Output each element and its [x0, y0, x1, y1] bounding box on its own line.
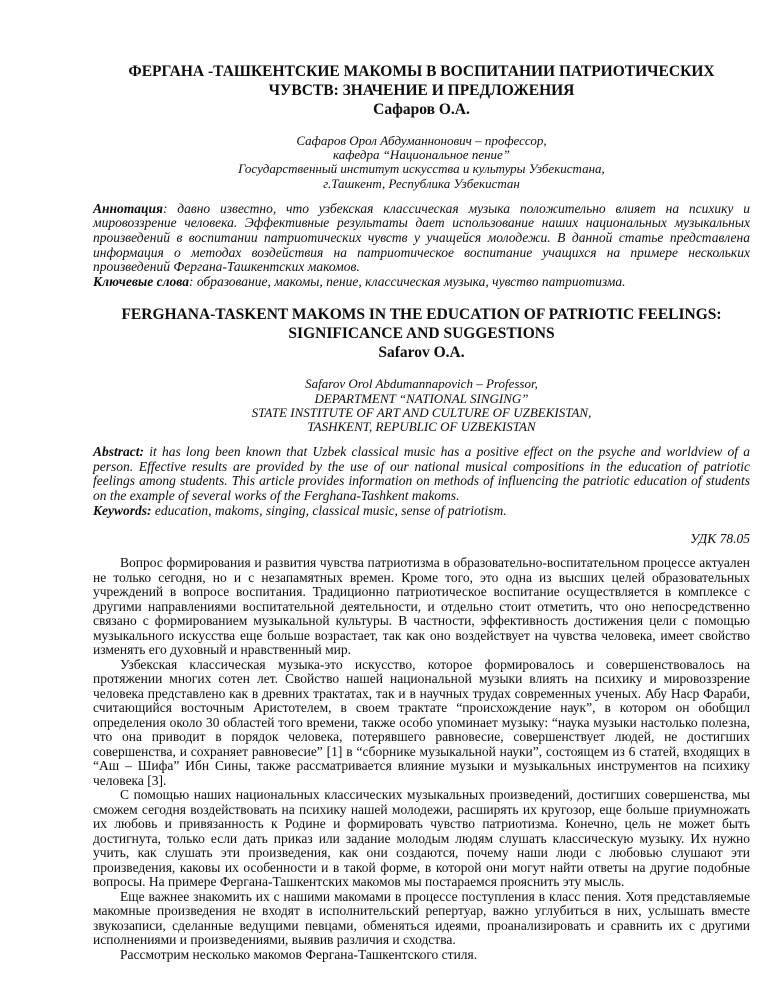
english-abstract [93, 445, 750, 503]
russian-keywords-text: : образование, макомы, пение, классическая музыка, чувство патриотизма. [188, 273, 626, 289]
body-paragraph: Вопрос формирования и развития чувства патриотизма в образовательно-воспитательном процессе актуален не только сегодня, но и с незапамятных времен. Кроме того, это одна из высших целей образовательных учреждений в вопросе воспитания. Традиционно патриотическое воспитание осуществляется в комплексе с другими направлениями воспитательной деятельности, и отдельно стоит отметить, что оно непосредственно связано с формированием музыкальной культуры. В частности, эффективность достижения цели с помощью музыкального искусства еще больше возрастает, так как оно воздействует на чувства человека, имеет свойство изменять его духовный и нравственный мир. [93, 555, 750, 658]
russian-abstract [93, 202, 750, 275]
body-paragraph: Рассмотрим несколько макомов Фергана-Ташкентского стиля. [120, 946, 478, 962]
russian-keywords-label: Ключевые слова [93, 273, 189, 289]
russian-title: ФЕРГАНА -ТАШКЕНТСКИЕ МАКОМЫ В ВОСПИТАНИИ ПАТРИОТИЧЕСКИХ ЧУВСТВ: ЗНАЧЕНИЕ И ПРЕДЛОЖЕНИЯ [128, 63, 715, 99]
english-abstract-text: it has long been known that Uzbek classical music has a positive effect on the psyche and worldview of a person. Effective results are provided by the use of our national musical compositions in the education of patriotic feelings among students. This article provides information on methods of influencing the patriotic education of students on the example of several works of the Ferghana-Tashkent makoms. [93, 444, 750, 503]
russian-affiliation-line: Сафаров Орол Абдуманнонович – профессор, [296, 133, 547, 148]
english-author: Safarov O.A. [378, 344, 465, 362]
english-affiliation [93, 377, 750, 434]
russian-affiliation [93, 134, 750, 191]
english-affiliation-line: STATE INSTITUTE OF ART AND CULTURE OF UZBEKISTAN, [251, 404, 592, 420]
english-keywords [93, 504, 750, 519]
english-affiliation-line: Safarov Orol Abdumannapovich – Professor, [305, 376, 538, 392]
russian-affiliation-line: г.Ташкент, Республика Узбекистан [323, 175, 520, 191]
udk-code: УДК 78.05 [690, 531, 750, 547]
body-paragraph: Еще важнее знакомить их с нашими макомами в процессе поступления в класс пения. Хотя представляемые макомные произведения не входят в исполнительский репертуар, важно углубиться в них, услышать вместе звукозаписи, сделанные ведущими певцами, обменяться идеями, проанализировать и сравнить их с другими исполнениями и произведениями, выявив различия и сходства. [93, 888, 750, 948]
russian-abstract-text: : давно известно, что узбекская классическая музыка положительно влияет на психику и мировоззрение человека. Эффективные результаты дает использование наших национальных музыкальных произведений в воспитании патриотических чувств у учащейся молодежи. В данной статье представлена информация о методах воздействия на патриотическое воспитание учащихся на примере нескольких произведений Фергана-Ташкентских макомов. [93, 200, 750, 275]
english-abstract-label: Abstract: [93, 444, 145, 460]
english-title: FERGHANA-TASKENT MAKOMS IN THE EDUCATION OF PATRIOTIC FEELINGS: SIGNIFICANCE AND SUGGESTIONS [121, 306, 722, 343]
body-paragraph: Узбекская классическая музыка-это искусство, которое формировалось и совершенствовалось на протяжении многих сотен лет. Свойство нашей национальной музыки влиять на психику и мировоззрение человека представлено как в древних трактатах, так и в научных трудах современных ученых. Абу Наср Фараби, считающийся восточным Аристотелем, в своем трактате “происхождение наук”, в котором он обобщил определения около 30 областей того времени, также особо упоминает музыку: “наука музыки настолько полезна, что она приводит в порядок человека, потерявшего равновесие, совершенствует людей, не достигших совершенства, и сохраняет равновесие” [1] в “сборнике музыкальной науки”, состоящем из 6 статей, входящих в “Аш – Шифа” Ибн Сины, также рассматривается влияние музыки и музыкальных инструментов на психику человека [3]. [93, 656, 750, 788]
english-keywords-text: education, makoms, singing, classical music, sense of patriotism. [151, 502, 507, 518]
russian-keywords [93, 275, 750, 290]
article-body [93, 556, 750, 962]
body-paragraph: С помощью наших национальных классических музыкальных произведений, достигших совершенства, мы сможем сегодня воздействовать на психику нашей молодежи, расширять их кругозор, еще больше приумножать их любовь и привязанность к Родине и формировать чувство патриотизма. Конечно, цель не может быть достигнута, только если дать приказ или задание молодым людям слушать классическую музыку. Их нужно учить, как слушать эти произведения, как они создаются, почему наши люди с любовью слушают эти произведения, каковы их особенности и в такой форме, в которой они могут найти ответы на другие подобные вопросы. На примере Фергана-Ташкентских макомов мы постараемся прояснить эту мысль. [93, 787, 750, 890]
english-section [93, 305, 750, 518]
english-keywords-label: Keywords: [93, 502, 152, 518]
russian-affiliation-line: кафедра “Национальное пение” [332, 147, 511, 163]
russian-author: Сафаров О.А. [373, 101, 470, 118]
english-affiliation-line: DEPARTMENT “NATIONAL SINGING” [314, 390, 529, 406]
english-affiliation-line: TASHKENT, REPUBLIC OF UZBEKISTAN [307, 418, 536, 434]
russian-abstract-label: Аннотация [93, 200, 163, 216]
russian-affiliation-line: Государственный институт искусства и культуры Узбекистана, [238, 161, 605, 177]
